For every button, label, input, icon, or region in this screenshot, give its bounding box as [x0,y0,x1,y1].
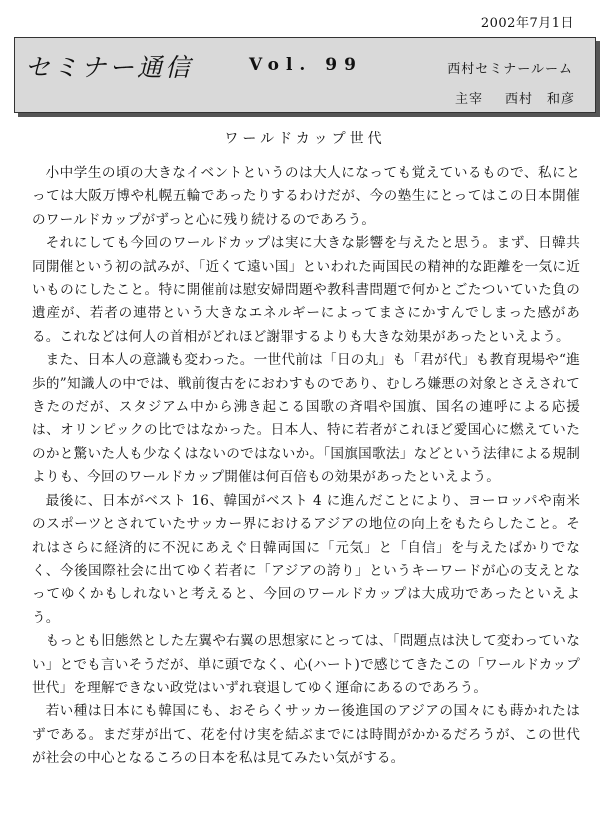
editor-name [505,88,575,107]
article-paragraph: もっとも旧態然とした左翼や右翼の思想家にとっては、「問題点は決して変わっていない」とでも言いそうだが、単に頭でなく、心(ハート)で感じてきたこの「ワールドカップ世代」を理解できない政党はいずれ衰退してゆく運命にあるのであろう。 [32,633,580,696]
editor-role: 主宰 [454,92,483,107]
issue-date: 2002年7月1日 [480,16,574,31]
newsletter-header [14,37,596,113]
volume-number: Vol. 99 [249,55,363,75]
article-paragraph: 最後に、日本がベスト 16、韓国がベスト 4 に進んだことにより、ヨーロッパや南米のスポーツとされていたサッカー界におけるアジアの地位の向上をもたらしたこと。それはさらに経済的に不況にあえぐ日韓両国に「元気」と「自信」を与えたばかりでなく、今後国際社会に出てゆく若者に「アジアの誇り」というキーワードが心の支えとなってゆくかもしれないと考えると、今回のワールドカップは大成功であったといえよう。 [32,492,580,626]
article-paragraph: 小中学生の頃の大きなイベントというのは大人になっても覚えているもので、私にとっては大阪万博や札幌五輪であったりするわけだが、今の塾生にとってはこの日本開催のワールドカップがずっと心に残り続けるのであろう。 [32,165,580,228]
editor-line [455,88,575,107]
editor-family-name: 西村 [504,92,533,107]
article-paragraph: また、日本人の意識も変わった。一世代前は「日の丸」も「君が代」も教育現場や“進歩的”知識人の中では、戦前復古をにおわすものであり、むしろ嫌悪の対象とさえされてきたのだが、スタジアム中から沸き起こる国歌の斉唱や国旗、国名の連呼による応援は、オリンピックの比ではなかった。日本人、特に若者がこれほど愛国心に燃えていたのかと驚いた人も少なくはないのではないか。「国旗国歌法」などという法律による規制よりも、今回のワールドカップ開催は何百倍もの効果があったといえよう。 [32,352,580,486]
newsletter-title: セミナー通信 [25,53,194,82]
article-body [32,162,580,771]
article-title: ワールドカップ世代 [224,131,386,147]
editor-given-name: 和彦 [546,92,575,107]
article-paragraph: 若い種は日本にも韓国にも、おそらくサッカー後進国のアジアの国々にも蒔かれたはずである。まだ芽が出て、花を付け実を結ぶまでには時間がかかるだろうが、この世代が社会の中心となるころの日本を私は見てみたい気がする。 [32,703,580,767]
organization-name: 西村セミナールーム [447,62,573,77]
article-paragraph: それにしても今回のワールドカップは実に大きな影響を与えたと思う。まず、日韓共同開催という初の試みが、「近くて遠い国」といわれた両国民の精神的な距離を一気に近いものにしたこと。特に開催前は慰安婦問題や教科書問題で何かとごたついていた負の遺産が、若者の連帯という大きなエネルギーによってまさにかすんでしまった感がある。これなどは何人の首相がどれほど謝罪するよりも大きな効果があったといえよう。 [32,235,580,345]
